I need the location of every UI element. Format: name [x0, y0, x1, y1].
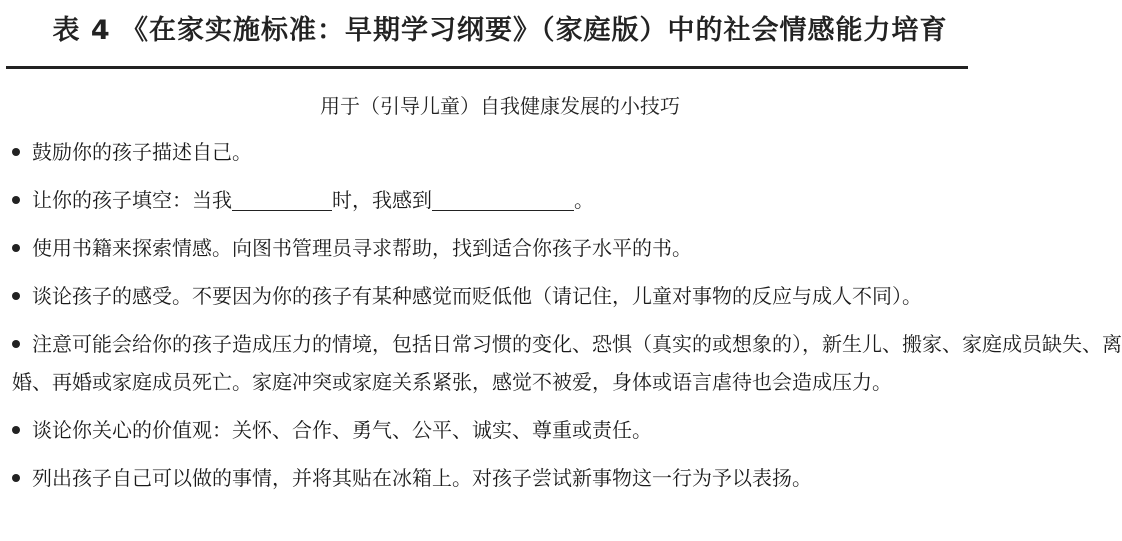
bullet-icon: [12, 340, 20, 348]
tip-item-list-tasks: [12, 459, 972, 497]
tip-item-stress: [12, 325, 1122, 401]
table-subtitle: 用于（引导儿童）自我健康发展的小技巧: [320, 94, 680, 118]
tips-list: [12, 133, 1122, 507]
tip-text: 谈论孩子的感受。不要因为你的孩子有某种感觉而贬低他（请记住，儿童对事物的反应与成人不同）。: [32, 284, 922, 308]
bullet-icon: [12, 244, 20, 252]
tip-text: 列出孩子自己可以做的事情，并将其贴在冰箱上。对孩子尝试新事物这一行为予以表扬。: [32, 466, 812, 490]
bullet-icon: [12, 426, 20, 434]
tip-item-feelings: [12, 277, 972, 315]
blank-line-when-i: [232, 186, 332, 211]
tip-text-part3: 。: [574, 188, 594, 212]
tip-text-part1: 让你的孩子填空：当我: [32, 188, 232, 212]
tip-item-describe-self: [12, 133, 972, 171]
tip-item-fill-blank: [12, 181, 972, 219]
table-title: 表 4 《在家实施标准：早期学习纲要》（家庭版）中的社会情感能力培育: [52, 15, 948, 46]
tip-text-line2: 婚、再婚或家庭成员死亡。家庭冲突或家庭关系紧张，感觉不被爱，身体或语言虐待也会造成压力。: [12, 370, 892, 394]
bullet-icon: [12, 474, 20, 482]
bullet-icon: [12, 196, 20, 204]
bullet-icon: [12, 148, 20, 156]
tip-text: 谈论你关心的价值观：关怀、合作、勇气、公平、诚实、尊重或责任。: [32, 418, 652, 442]
tip-text: 使用书籍来探索情感。向图书管理员寻求帮助，找到适合你孩子水平的书。: [32, 236, 692, 260]
tip-item-books: [12, 229, 972, 267]
tip-text: 鼓励你的孩子描述自己。: [32, 140, 252, 164]
bullet-icon: [12, 292, 20, 300]
tip-text-part2: 时，我感到: [332, 188, 432, 212]
blank-line-i-feel: [432, 186, 574, 211]
tip-text-line1: 注意可能会给你的孩子造成压力的情境，包括日常习惯的变化、恐惧（真实的或想象的），新生儿、搬家、家庭成员缺失、离: [32, 332, 1122, 356]
tip-item-values: [12, 411, 972, 449]
title-divider: [6, 66, 968, 69]
